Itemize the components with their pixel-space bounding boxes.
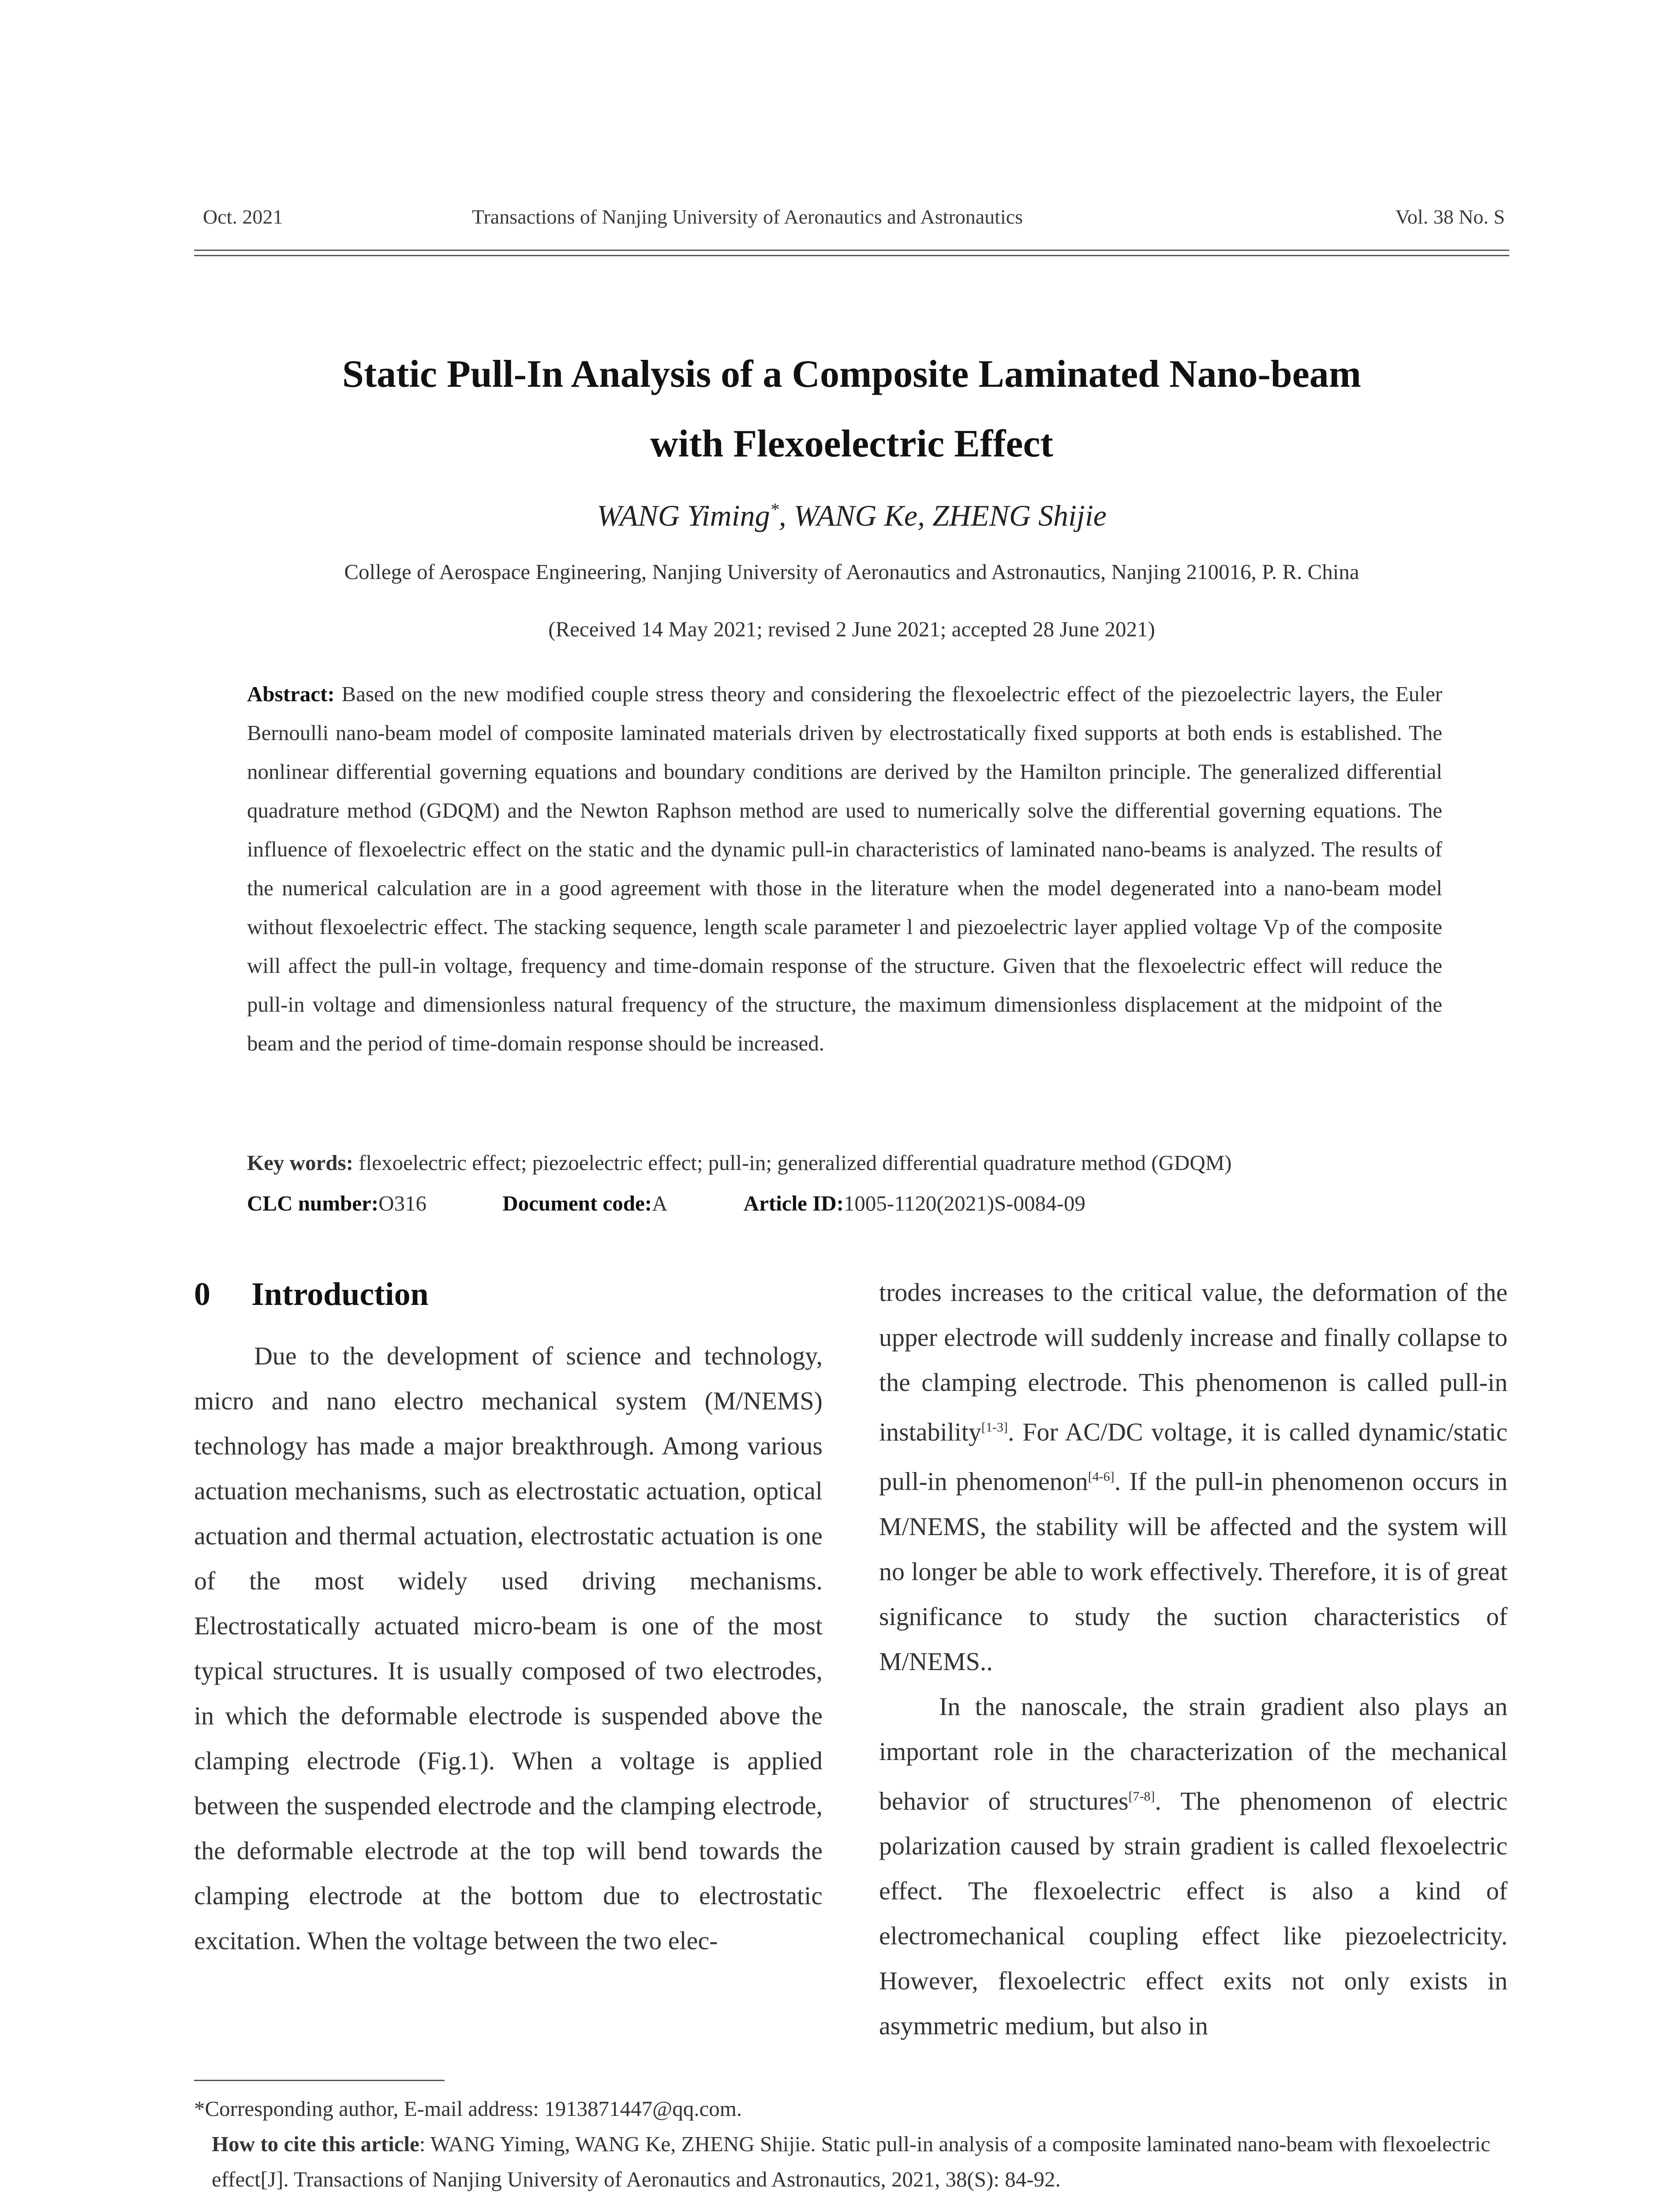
intro-paragraph-1: Due to the development of science and technology, micro and nano electro mechanical system (M/NEMS) technology has made a major breakthrough. Among various actuation mechanisms, such as electrostatic actuation, optical actuation and thermal actuation, electrostatic actuation is one of the most widely used driving mechanisms. Electrostatically actuated micro-beam is one of the most typical structures. It is usually composed of two electrodes, in which the deformable electrode is suspended above the clamping electrode (Fig.1). When a voltage is applied between the suspended electrode and the clamping electrode, the deformable electrode at the top will bend towards the clamping electrode at the bottom due to electrostatic excitation. When the voltage between the two elec-: [194, 1342, 823, 1955]
keywords: [247, 1150, 1442, 1175]
header-rule-top: [194, 250, 1509, 251]
cite-text: : WANG Yiming, WANG Ke, ZHENG Shijie. Static pull-in analysis of a composite laminated nano-beam with flexoelectric effect[J]. Transactions of Nanjing University of Aeronautics and Astronautics, 2021, 38(S): 84-92.: [212, 2132, 1490, 2191]
footnote: [194, 2091, 1509, 2205]
citation-info: [194, 2127, 1509, 2197]
header-rule-bottom: [194, 255, 1509, 256]
author-list: [194, 498, 1509, 533]
citation-ref: [4-6]: [1088, 1469, 1115, 1484]
text-run: In the nanoscale, the strain gradient also plays an important role in the characterization of the mechanical behavior of structures: [879, 1692, 1508, 1815]
article-label: Article ID:: [743, 1191, 844, 1215]
abstract-text: Based on the new modified couple stress theory and considering the flexoelectric effect of the piezoelectric layers, the Euler Bernoulli nano-beam model of composite laminated materials driven by electrostatically fixed supports at both ends is established. The nonlinear differential governing equations and boundary conditions are derived by the Hamilton principle. The generalized differential quadrature method (GDQM) and the Newton Raphson method are used to numerically solve the differential governing equations. The influence of flexoelectric effect on the static and the dynamic pull-in characteristics of laminated nano-beams is analyzed. The results of the numerical calculation are in a good agreement with those in the literature when the model degenerated into a nano-beam model without flexoelectric effect. The stacking sequence, length scale parameter l and piezoelectric layer applied voltage Vp of the composite will affect the pull-in voltage, frequency and time-domain response of the structure. Given that the flexoelectric effect will reduce the pull-in voltage and dimensionless natural frequency of the structure, the maximum dimensionless displacement at the midpoint of the beam and the period of time-domain response should be increased.: [247, 682, 1443, 1055]
issue-date: Oct. 2021: [203, 206, 283, 228]
citation-ref: [1-3]: [981, 1420, 1008, 1435]
footnote-rule: [194, 2080, 445, 2081]
intro-paragraph-2: [879, 1684, 1508, 2048]
keywords-text: flexoelectric effect; piezoelectric effect; pull-in; generalized differential quadrature method (GDQM): [353, 1151, 1232, 1175]
paper-title: [194, 340, 1509, 479]
left-column: [194, 1270, 823, 1963]
document-code: [502, 1191, 667, 1215]
corresponding-author: *Corresponding author, E-mail address: 1913871447@qq.com.: [194, 2097, 742, 2121]
doc-label: Document code:: [502, 1191, 652, 1215]
author-rest: , WANG Ke, ZHENG Shijie: [778, 499, 1107, 532]
clc-label: CLC number:: [247, 1191, 379, 1215]
doc-value: A: [652, 1191, 668, 1215]
volume-number: Vol. 38 No. S: [1395, 206, 1505, 228]
classification-meta: [247, 1191, 1442, 1216]
intro-paragraph-1-continued: [879, 1270, 1508, 1684]
section-title: Introduction: [251, 1276, 429, 1312]
text-run: . For AC/DC voltage, it is called dynamic/static pull-in phenomenon: [879, 1417, 1508, 1496]
running-header: [194, 201, 1509, 236]
title-line-2: with Flexoelectric Effect: [650, 422, 1053, 465]
author-first: WANG Yiming: [597, 499, 770, 532]
section-number: 0: [194, 1276, 210, 1312]
cite-label: How to cite this article: [212, 2132, 419, 2156]
right-column: [879, 1270, 1508, 2048]
section-heading: [194, 1270, 823, 1319]
citation-ref: [7-8]: [1128, 1789, 1155, 1804]
keywords-label: Key words:: [247, 1151, 353, 1175]
abstract-label: Abstract:: [247, 682, 335, 706]
affiliation: College of Aerospace Engineering, Nanjing University of Aeronautics and Astronautics, Nanjing 210016, P. R. China: [344, 560, 1359, 584]
journal-name: Transactions of Nanjing University of Aeronautics and Astronautics: [472, 206, 1023, 228]
clc-value: O316: [378, 1191, 427, 1215]
title-line-1: Static Pull-In Analysis of a Composite Laminated Nano-beam: [342, 353, 1362, 396]
text-run: . If the pull-in phenomenon occurs in M/NEMS, the stability will be affected and the system will no longer be able to work effectively. Therefore, it is of great significance to study the suction characteristics of M/NEMS..: [879, 1467, 1508, 1676]
text-run: . The phenomenon of electric polarization caused by strain gradient is called flexoelectric effect. The flexoelectric effect is also a kind of electromechanical coupling effect like piezoelectricity. However, flexoelectric effect exits not only exists in asymmetric medium, but also in: [879, 1786, 1508, 2040]
article-id: [744, 1191, 1085, 1215]
corresponding-mark: *: [770, 499, 779, 519]
clc-number: [247, 1191, 427, 1215]
text-run: trodes increases to the critical value, the deformation of the upper electrode will suddenly increase and finally collapse to the clamping electrode. This phenomenon is called pull-in instability: [879, 1278, 1508, 1446]
received-dates: (Received 14 May 2021; revised 2 June 2021; accepted 28 June 2021): [548, 617, 1155, 641]
abstract: [247, 675, 1442, 1063]
article-value: 1005-1120(2021)S-0084-09: [843, 1191, 1085, 1215]
